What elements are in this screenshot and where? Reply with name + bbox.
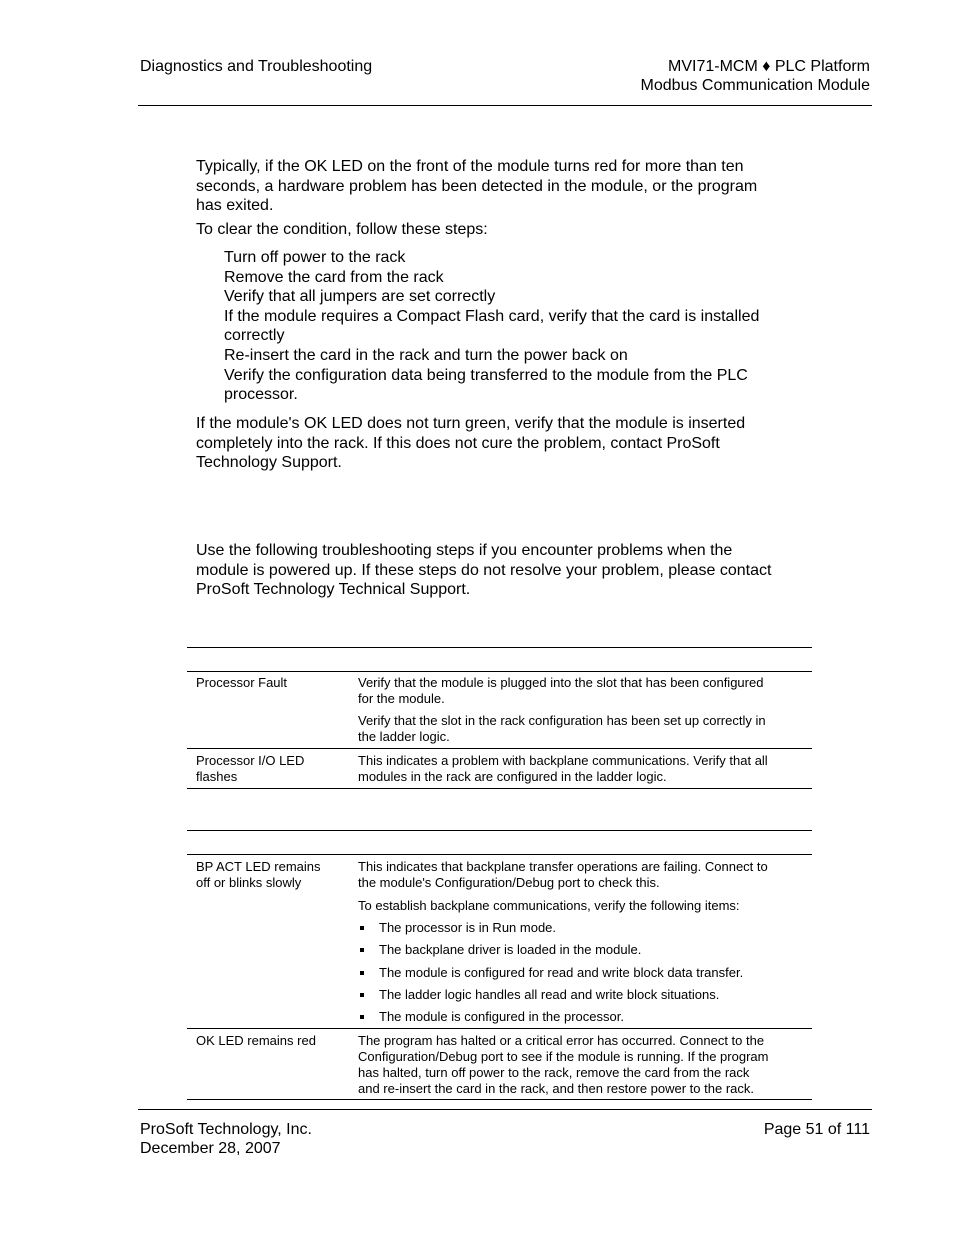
ok-led-intro: Typically, if the OK LED on the front of the module turns red for more than ten seconds, a hardware problem has been detected in the module, or the program has exited. bbox=[196, 158, 758, 215]
solution-cell: The program has halted or a critical error has occurred. Connect to the Configuration/Debug port to see if the module is running. If the program has halted, turn off power to the rack, remove the card from the rack and re-insert the card in the rack, and then restore power to the rack. bbox=[358, 1033, 769, 1096]
step-item: Verify the configuration data being transferred to the module from the PLC processor. bbox=[224, 366, 748, 404]
troubleshooting-intro: Use the following troubleshooting steps if you encounter problems when the module is powered up. If these steps do not resolve your problem, please contact ProSoft Technology Technical Support. bbox=[196, 542, 772, 599]
step-item: Re-insert the card in the rack and turn the power back on bbox=[224, 346, 628, 364]
clear-condition-intro: To clear the condition, follow these steps: bbox=[196, 221, 488, 238]
header-product-line2: Modbus Communication Module bbox=[640, 77, 870, 94]
bullet-icon bbox=[360, 948, 364, 952]
table-top-rule bbox=[187, 647, 812, 648]
footer-company: ProSoft Technology, Inc. bbox=[140, 1121, 312, 1138]
problem-cell: OK LED remains red bbox=[196, 1033, 316, 1048]
row-rule bbox=[187, 1028, 812, 1029]
problem-cell: BP ACT LED remains off or blinks slowly bbox=[196, 859, 321, 890]
problem-cell: Processor Fault bbox=[196, 675, 288, 690]
bullet-icon bbox=[360, 993, 364, 997]
step-item: Remove the card from the rack bbox=[224, 268, 444, 286]
table-header-rule bbox=[187, 671, 812, 672]
problem-cell: Processor I/O LED flashes bbox=[196, 753, 305, 784]
table-bottom-rule bbox=[187, 788, 812, 789]
header-section-title: Diagnostics and Troubleshooting bbox=[140, 58, 373, 75]
step-item: Verify that all jumpers are set correctly bbox=[224, 288, 496, 306]
row-rule bbox=[187, 748, 812, 749]
footer-date: December 28, 2007 bbox=[140, 1140, 281, 1157]
bullet-icon bbox=[360, 1015, 364, 1019]
table-bottom-rule bbox=[187, 1099, 812, 1100]
step-item: If the module requires a Compact Flash card, verify that the card is installed correctly bbox=[224, 307, 760, 345]
header-rule bbox=[138, 105, 872, 106]
solution-cell: This indicates a problem with backplane communications. Verify that all modules in the rack are configured in the ladder logic. bbox=[358, 753, 768, 784]
bullet-icon bbox=[360, 971, 364, 975]
ok-led-after: If the module's OK LED does not turn green, verify that the module is inserted completely into the rack. If this does not cure the problem, contact ProSoft Technology Support. bbox=[196, 415, 746, 472]
solution-cell: This indicates that backplane transfer operations are failing. Connect to the module's Configuration/Debug port to check this. bbox=[358, 859, 768, 890]
solution-cell: Verify that the slot in the rack configuration has been set up correctly in the ladder logic. bbox=[358, 713, 766, 744]
footer-rule bbox=[138, 1109, 872, 1110]
step-item: Turn off power to the rack bbox=[224, 249, 406, 266]
footer-page-number: Page 51 of 111 bbox=[763, 1121, 870, 1138]
bullet-icon bbox=[360, 926, 364, 930]
header-product-line1: MVI71-MCM ♦ PLC Platform bbox=[668, 58, 870, 75]
solution-cell: To establish backplane communications, verify the following items: bbox=[358, 898, 740, 913]
step-list bbox=[224, 248, 759, 405]
table-top-rule bbox=[187, 830, 812, 831]
table-header-rule bbox=[187, 854, 812, 855]
solution-cell: Verify that the module is plugged into the slot that has been configured for the module. bbox=[358, 675, 764, 706]
